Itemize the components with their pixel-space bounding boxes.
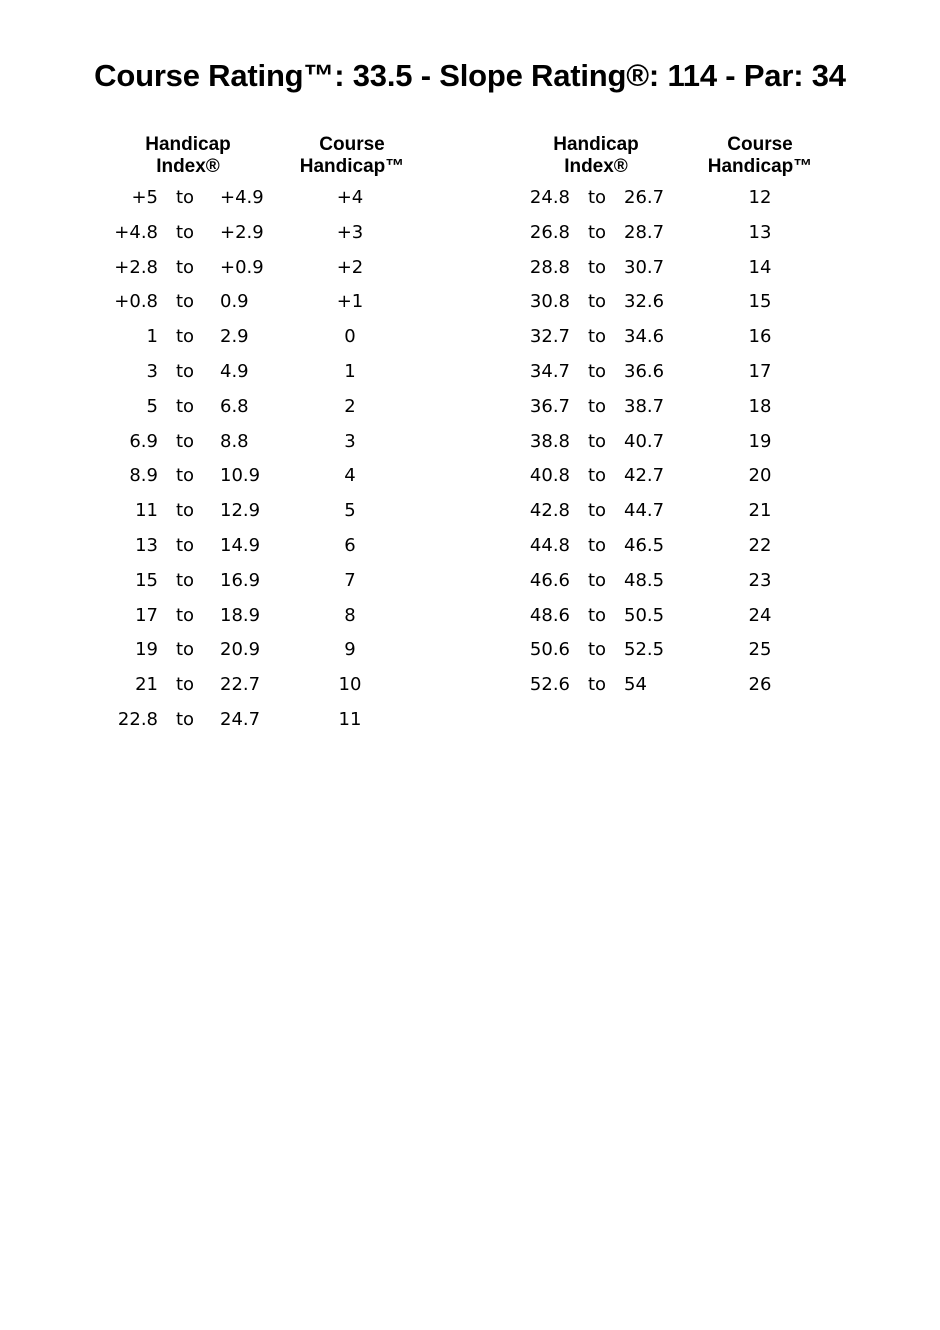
index-to: 54 <box>624 674 647 696</box>
index-from: 52.6 <box>529 674 570 696</box>
index-from: 46.6 <box>529 569 570 591</box>
course-handicap: +4 <box>336 187 364 208</box>
course-handicap: 5 <box>344 500 356 522</box>
to-label: to <box>175 708 195 730</box>
table-row <box>0 564 940 599</box>
course-handicap: 3 <box>344 430 356 452</box>
to-label: to <box>587 395 607 417</box>
index-from: 11 <box>135 500 158 522</box>
index-from: 17 <box>135 604 158 626</box>
table-row <box>0 599 940 634</box>
course-handicap: 23 <box>748 569 772 591</box>
to-label: to <box>587 360 607 382</box>
course-handicap: 26 <box>748 674 772 696</box>
index-to: 36.6 <box>624 360 665 382</box>
course-handicap: 8 <box>344 604 356 626</box>
header-line: Handicap <box>145 134 231 155</box>
index-to: 44.7 <box>624 500 665 522</box>
index-from: 50.6 <box>529 639 570 661</box>
to-label: to <box>175 326 195 348</box>
index-from: 3 <box>146 360 158 382</box>
index-from: +4.8 <box>114 221 158 243</box>
to-label: to <box>587 187 607 208</box>
index-to: 22.7 <box>220 674 261 696</box>
index-to: 38.7 <box>624 395 665 417</box>
header-line: Course <box>727 134 793 155</box>
course-handicap: 14 <box>748 256 772 278</box>
to-label: to <box>175 639 195 661</box>
course-handicap: 7 <box>344 569 356 591</box>
header-handicap-index-right <box>536 134 656 178</box>
course-handicap: 6 <box>344 534 356 556</box>
course-handicap: +1 <box>336 291 364 313</box>
index-from: 15 <box>135 569 158 591</box>
to-label: to <box>175 291 195 313</box>
course-handicap: +3 <box>336 221 364 243</box>
course-handicap: 24 <box>748 604 772 626</box>
to-label: to <box>587 291 607 313</box>
header-course-handicap-left <box>290 134 414 178</box>
table-row <box>0 633 940 668</box>
course-handicap: 19 <box>748 430 772 452</box>
course-handicap: 0 <box>344 326 356 348</box>
index-from: 30.8 <box>529 291 570 313</box>
table-row <box>0 181 940 216</box>
index-to: 12.9 <box>220 500 261 522</box>
index-to: 28.7 <box>624 221 665 243</box>
header-line: Index® <box>564 156 628 177</box>
index-to: 26.7 <box>624 187 665 208</box>
table-row <box>0 285 940 320</box>
course-handicap: 18 <box>748 395 772 417</box>
table-row <box>0 459 940 494</box>
course-handicap: 1 <box>344 360 356 382</box>
course-handicap: 25 <box>748 639 772 661</box>
index-from: 24.8 <box>529 187 570 208</box>
header-line: Handicap™ <box>707 156 813 177</box>
course-handicap: +2 <box>336 256 364 278</box>
index-to: 46.5 <box>624 534 665 556</box>
header-line: Handicap™ <box>299 156 405 177</box>
to-label: to <box>175 465 195 487</box>
index-from: 8.9 <box>129 465 158 487</box>
to-label: to <box>175 395 195 417</box>
index-to: 8.8 <box>220 430 249 452</box>
to-label: to <box>587 639 607 661</box>
index-from: 28.8 <box>529 256 570 278</box>
to-label: to <box>587 674 607 696</box>
index-from: 1 <box>146 326 158 348</box>
index-to: 34.6 <box>624 326 665 348</box>
table-row <box>0 390 940 425</box>
to-label: to <box>587 569 607 591</box>
to-label: to <box>175 360 195 382</box>
course-handicap: 4 <box>344 465 356 487</box>
index-from: 21 <box>135 674 158 696</box>
index-from: +0.8 <box>114 291 158 313</box>
index-to: 42.7 <box>624 465 665 487</box>
to-label: to <box>587 604 607 626</box>
index-to: 2.9 <box>220 326 249 348</box>
to-label: to <box>175 500 195 522</box>
index-from: 26.8 <box>529 221 570 243</box>
index-from: 5 <box>146 395 158 417</box>
table-row <box>0 494 940 529</box>
to-label: to <box>587 430 607 452</box>
index-from: 32.7 <box>529 326 570 348</box>
index-from: 22.8 <box>117 708 158 730</box>
header-handicap-index-left <box>128 134 248 178</box>
index-from: 44.8 <box>529 534 570 556</box>
index-from: 42.8 <box>529 500 570 522</box>
table-row <box>0 425 940 460</box>
to-label: to <box>587 326 607 348</box>
course-handicap: 12 <box>748 187 772 208</box>
header-line: Handicap <box>553 134 639 155</box>
index-from: 19 <box>135 639 158 661</box>
index-to: 32.6 <box>624 291 665 313</box>
index-from: +2.8 <box>114 256 158 278</box>
course-handicap: 10 <box>338 674 362 696</box>
course-handicap: 21 <box>748 500 772 522</box>
index-from: 48.6 <box>529 604 570 626</box>
index-to: 20.9 <box>220 639 261 661</box>
index-to: 10.9 <box>220 465 261 487</box>
index-to: +0.9 <box>220 256 264 278</box>
to-label: to <box>175 569 195 591</box>
table-row <box>0 251 940 286</box>
index-from: 36.7 <box>529 395 570 417</box>
index-from: +5 <box>131 187 158 208</box>
right-handicap-table <box>0 181 940 703</box>
index-to: 40.7 <box>624 430 665 452</box>
to-label: to <box>175 430 195 452</box>
course-handicap: 11 <box>338 708 362 730</box>
index-to: 0.9 <box>220 291 249 313</box>
header-line: Course <box>319 134 385 155</box>
index-to: 30.7 <box>624 256 665 278</box>
page-title: Course Rating™: 33.5 - Slope Rating®: 114 - Par: 34 <box>94 58 846 93</box>
index-to: 6.8 <box>220 395 249 417</box>
index-from: 38.8 <box>529 430 570 452</box>
to-label: to <box>587 221 607 243</box>
header-course-handicap-right <box>698 134 822 178</box>
course-handicap: 2 <box>344 395 356 417</box>
to-label: to <box>587 465 607 487</box>
index-to: 24.7 <box>220 708 261 730</box>
to-label: to <box>587 534 607 556</box>
table-row <box>0 703 470 738</box>
course-handicap: 20 <box>748 465 772 487</box>
table-row <box>0 668 940 703</box>
index-from: 40.8 <box>529 465 570 487</box>
index-from: 34.7 <box>529 360 570 382</box>
to-label: to <box>175 674 195 696</box>
index-to: 18.9 <box>220 604 261 626</box>
course-handicap: 16 <box>748 326 772 348</box>
index-from: 6.9 <box>129 430 158 452</box>
index-to: 50.5 <box>624 604 665 626</box>
to-label: to <box>175 604 195 626</box>
table-row <box>0 355 940 390</box>
index-to: 16.9 <box>220 569 261 591</box>
course-handicap: 13 <box>748 221 772 243</box>
course-handicap: 15 <box>748 291 772 313</box>
to-label: to <box>175 187 195 208</box>
course-handicap: 17 <box>748 360 772 382</box>
index-to: 48.5 <box>624 569 665 591</box>
index-to: 4.9 <box>220 360 249 382</box>
table-row <box>0 320 940 355</box>
course-handicap: 22 <box>748 534 772 556</box>
index-to: 52.5 <box>624 639 665 661</box>
index-to: 14.9 <box>220 534 261 556</box>
to-label: to <box>175 221 195 243</box>
table-row <box>0 216 940 251</box>
index-to: +2.9 <box>220 221 264 243</box>
to-label: to <box>587 500 607 522</box>
to-label: to <box>175 534 195 556</box>
header-line: Index® <box>156 156 220 177</box>
index-to: +4.9 <box>220 187 264 208</box>
to-label: to <box>175 256 195 278</box>
index-from: 13 <box>135 534 158 556</box>
table-row <box>0 529 940 564</box>
to-label: to <box>587 256 607 278</box>
course-handicap: 9 <box>344 639 356 661</box>
